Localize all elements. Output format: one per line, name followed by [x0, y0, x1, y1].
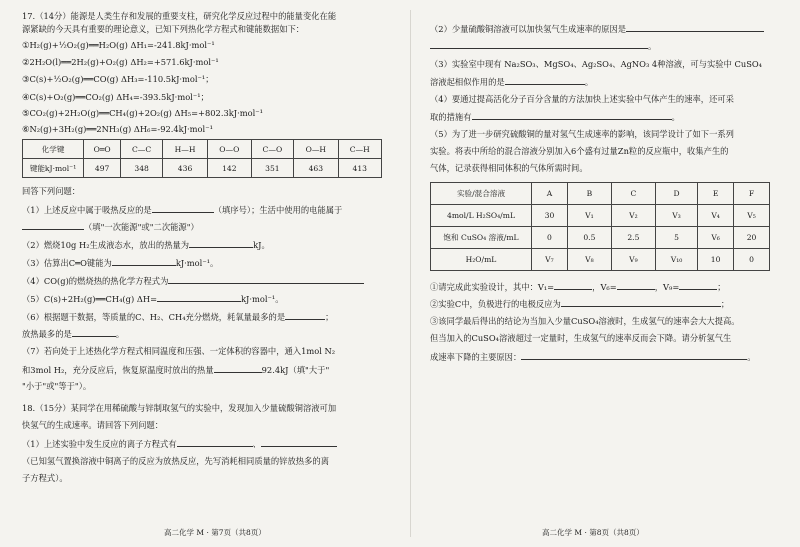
question-text: （1）上述反应中属于吸热反应的是: [22, 205, 152, 215]
question-text: （6）根据题干数据，等质量的C、H₂、CH₄充分燃烧，耗氧量最多的是: [22, 312, 286, 322]
r-question-5-3: ③该同学最后得出的结论为当加入少量CuSO₄溶液时，生成氢气的速率会大大提高。: [430, 316, 740, 326]
question-6-cont: [22, 327, 394, 340]
answer-blank[interactable]: [472, 110, 672, 120]
table-header: C—O: [251, 140, 294, 159]
experiment-table: [430, 182, 770, 271]
question-1-cont: [22, 220, 394, 233]
question-text: 。: [747, 352, 756, 362]
question-text: （3）估算出C═O键能为: [22, 258, 112, 268]
question-5: [22, 292, 394, 305]
q17-title-line2: 源紧缺的今天具有重要的理论意义，已知下列热化学方程式和键能数据如下：: [22, 24, 305, 34]
answer-blank[interactable]: [214, 363, 262, 373]
table-row-label: 键能kJ·mol⁻¹: [23, 159, 84, 178]
table-cell: 351: [251, 159, 294, 178]
question-4: [22, 274, 394, 287]
q18-question-1-note: （已知氢气置换溶液中铜离子的反应为放热反应，先写消耗相同质量的锌放热多的离: [22, 456, 329, 466]
table-header: E: [698, 183, 734, 205]
equation-6: ⑥N₂(g)+3H₂(g)══2NH₃(g) ΔH₆=-92.4kJ·mol⁻¹: [22, 124, 213, 134]
question-text: 成速率下降的主要原因：: [430, 352, 522, 362]
question-text: 。: [671, 112, 680, 122]
equation-2: ②2H₂O(l)══2H₂(g)+O₂(g) ΔH₂=+571.6kJ·mol⁻¹: [22, 57, 219, 67]
table-cell: V₁: [567, 205, 611, 227]
table-cell: 20: [734, 227, 770, 249]
r-question-5-1: [430, 280, 782, 293]
table-header: B: [567, 183, 611, 205]
table-cell: V₄: [698, 205, 734, 227]
table-header: D: [655, 183, 697, 205]
answer-blank[interactable]: [112, 256, 176, 266]
table-header: 化学键: [23, 140, 84, 159]
table-header: A: [532, 183, 568, 205]
question-text: 。: [584, 77, 593, 87]
question-7-cont2: "小于"或"等于"）。: [22, 381, 92, 391]
question-text: ②实验C中，负极进行的电极反应为: [430, 299, 561, 309]
question-text: （1）上述实验中发生反应的离子方程式有: [22, 439, 177, 449]
answer-blank[interactable]: [157, 292, 241, 302]
table-cell: V₁₀: [655, 249, 697, 271]
answer-blank[interactable]: [626, 22, 764, 32]
question-text: 。: [115, 329, 125, 339]
question-text: 和3mol H₂，充分反应后，恢复原温度时放出的热量: [22, 365, 214, 375]
table-cell: 饱和 CuSO₄ 溶液/mL: [431, 227, 532, 249]
table-cell: 2.5: [611, 227, 655, 249]
question-text: ，V₆=: [592, 282, 617, 292]
bond-energy-table: [22, 139, 382, 178]
table-cell: V₆: [698, 227, 734, 249]
answer-blank[interactable]: [177, 437, 253, 447]
table-cell: 348: [121, 159, 163, 178]
question-text: ；: [720, 299, 730, 309]
column-divider: [410, 10, 411, 537]
question-text: kJ·mol⁻¹。: [175, 258, 219, 268]
table-header: C—C: [121, 140, 163, 159]
table-cell: 413: [338, 159, 382, 178]
r-question-4: （4）要通过提高活化分子百分含量的方法加快上述实验中气体产生的速率，还可采: [430, 94, 734, 104]
table-cell: V₉: [611, 249, 655, 271]
q17-title: 17.（14分）能源是人类生存和发展的重要支柱，研究化学反应过程中的能量变化在能: [22, 11, 337, 21]
question-text: （2）燃烧10g H₂生成液态水，放出的热量为: [22, 240, 190, 250]
q18-title-line2: 快氢气的生成速率。请回答下列问题：: [22, 420, 164, 430]
table-cell: 436: [162, 159, 207, 178]
answer-blank[interactable]: [430, 39, 648, 49]
equation-3: ③C(s)+½O₂(g)══CO(g) ΔH₃=-110.5kJ·mol⁻¹；: [22, 74, 214, 84]
question-7: （7）若向处于上述热化学方程式相同温度和压强、一定体积的容器中，通入1mol N₂: [22, 346, 336, 356]
question-text: kJ·mol⁻¹。: [241, 294, 284, 304]
table-header: F: [734, 183, 770, 205]
question-text: ①请完成此实验设计，其中：V₁=: [430, 282, 555, 292]
table-cell: 5: [655, 227, 697, 249]
r-question-2: [430, 22, 782, 35]
q18-question-1-note2: 子方程式）。: [22, 473, 68, 483]
question-text: ；: [717, 282, 726, 292]
equation-4: ④C(s)+O₂(g)══CO₂(g) ΔH₄=-393.5kJ·mol⁻¹；: [22, 92, 209, 102]
table-row: [431, 249, 770, 271]
answer-blank[interactable]: [261, 437, 337, 447]
table-cell: 0: [532, 227, 568, 249]
question-text: ，V₉=: [654, 282, 680, 292]
answer-blank[interactable]: [152, 203, 214, 213]
question-text: 。: [648, 41, 657, 51]
question-text: 放热最多的是: [22, 329, 72, 339]
table-cell: V₈: [567, 249, 611, 271]
question-1: [22, 203, 394, 216]
table-cell: 497: [84, 159, 121, 178]
r-question-5-3-cont: 但当加入的CuSO₄溶液超过一定量时，生成氢气的速率反而会下降。请分析氢气生: [430, 333, 732, 343]
table-cell: V₇: [532, 249, 568, 271]
answer-blank[interactable]: [189, 238, 253, 248]
question-7-cont: [22, 363, 394, 376]
page-footer-right: 高二化学 M · 第8页（共8页）: [542, 528, 644, 538]
answer-blank[interactable]: [679, 280, 717, 290]
table-row: [431, 205, 770, 227]
table-header: O—H: [294, 140, 338, 159]
question-text: （4）CO(g)的燃烧热的热化学方程式为: [22, 276, 169, 286]
r-question-5-cont: 实验。将表中所给的混合溶液分别加入6个盛有过量Zn粒的反应瓶中，收集产生的: [430, 146, 729, 156]
table-cell: 0.5: [567, 227, 611, 249]
table-header: O═O: [84, 140, 121, 159]
table-cell: H₂O/mL: [431, 249, 532, 271]
r-question-4-cont: [430, 110, 782, 123]
equation-1: ①H₂(g)+½O₂(g)══H₂O(g) ΔH₁=-241.8kJ·mol⁻¹: [22, 40, 215, 50]
r-question-2-cont: [430, 39, 782, 52]
question-text: 溶液起相似作用的是: [430, 77, 505, 87]
r-question-5-cont2: 气体，记录获得相同体积的气体所需时间。: [430, 163, 588, 173]
r-question-5-3-cont2: [430, 350, 782, 363]
table-cell: 30: [532, 205, 568, 227]
table-cell: 4mol/L H₂SO₄/mL: [431, 205, 532, 227]
table-cell: 10: [698, 249, 734, 271]
table-row: [431, 227, 770, 249]
question-text: ；: [325, 312, 334, 322]
answer-blank[interactable]: [617, 280, 655, 290]
page-footer-left: 高二化学 M · 第7页（共8页）: [164, 528, 266, 538]
question-text: （5）C(s)+2H₂(g)══CH₄(g) ΔH=: [22, 294, 158, 304]
question-text: （填序号）；生活中使用的电能属于: [213, 205, 343, 215]
table-cell: 142: [208, 159, 251, 178]
equation-5: ⑤CO₂(g)+2H₂O(g)══CH₄(g)+2O₂(g) ΔH₅=+802.3kJ·mol⁻¹: [22, 108, 263, 118]
question-6: [22, 310, 394, 323]
question-3: [22, 256, 394, 269]
r-question-5-2: [430, 297, 782, 310]
table-header: C: [611, 183, 655, 205]
question-text: 取的措施有: [430, 112, 472, 122]
q18-question-1: [22, 437, 394, 450]
table-header: C—H: [338, 140, 382, 159]
answer-blank[interactable]: [168, 274, 364, 284]
table-cell: 463: [294, 159, 338, 178]
r-question-3: （3）实验室中现有 Na₂SO₃、MgSO₄、Ag₂SO₄、AgNO₃ 4种溶液，可与实验中 CuSO₄: [430, 59, 763, 69]
answer-blank[interactable]: [22, 220, 84, 230]
table-cell: V₃: [655, 205, 697, 227]
answer-intro: 回答下列问题：: [22, 186, 81, 196]
table-cell: V₅: [734, 205, 770, 227]
table-cell: 0: [734, 249, 770, 271]
table-header: 实验/混合溶液: [431, 183, 532, 205]
question-2: [22, 238, 394, 251]
table-header: O—O: [208, 140, 251, 159]
answer-blank[interactable]: [561, 297, 721, 307]
answer-blank[interactable]: [521, 350, 747, 360]
question-text: （填"一次能源"或"二次能源"）: [84, 222, 199, 232]
question-text: kJ。: [253, 240, 270, 250]
left-column: [22, 0, 394, 547]
r-question-5: （5）为了进一步研究硫酸铜的量对氢气生成速率的影响，该同学设计了如下一系列: [430, 129, 734, 139]
question-text: （2）少量硫酸铜溶液可以加快氢气生成速率的原因是: [430, 24, 627, 34]
question-text: 、: [252, 439, 261, 449]
answer-blank[interactable]: [285, 310, 325, 320]
table-header: H—H: [162, 140, 207, 159]
answer-blank[interactable]: [505, 75, 585, 85]
r-question-3-cont: [430, 75, 782, 88]
table-cell: V₂: [611, 205, 655, 227]
answer-blank[interactable]: [554, 280, 592, 290]
q18-title: 18.（15分）某同学在用稀硫酸与锌制取氢气的实验中，发现加入少量硫酸铜溶液可加: [22, 403, 337, 413]
right-column: [430, 0, 782, 547]
question-text: 92.4kJ（填"大于": [261, 365, 330, 375]
answer-blank[interactable]: [72, 327, 116, 337]
